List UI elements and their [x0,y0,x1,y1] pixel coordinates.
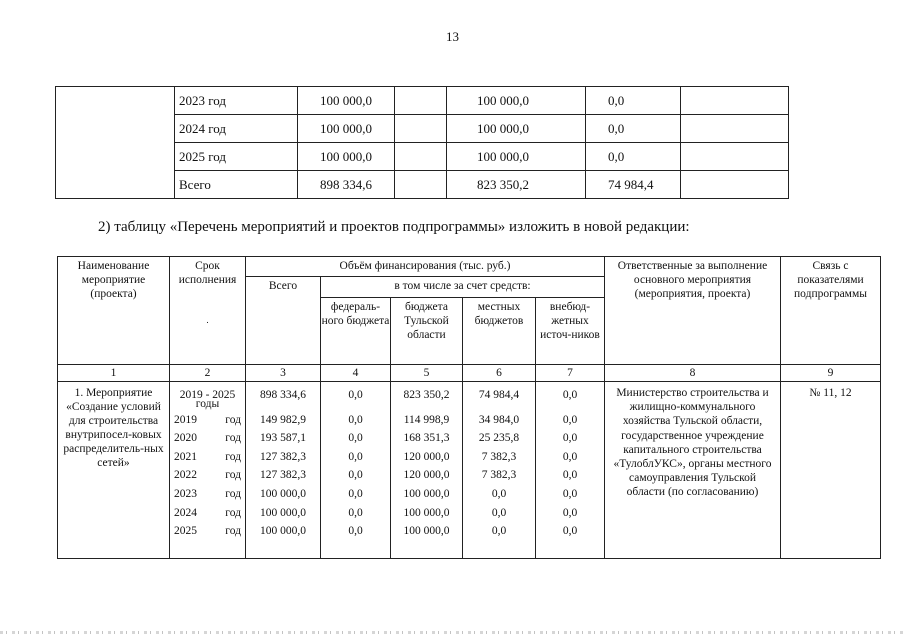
header-term-dot: . [206,315,209,325]
extra-cell [536,382,605,559]
value-regional: 100 000,0 [403,525,450,538]
total-cell: 100 000,0 [298,143,395,171]
header-including: в том числе за счет средств: [321,277,605,298]
year-label [170,448,245,467]
header-indicators: Связь с показателями подпрограммы [781,257,881,365]
column-index: 3 [246,365,321,382]
value-federal: 0,0 [348,506,363,519]
column-index: 2 [170,365,246,382]
column-index: 1 [58,365,170,382]
year-number: 2023 [174,487,197,500]
year-unit: год [225,432,241,445]
value-total: 100 000,0 [260,487,306,500]
local-cell: 0,0 [586,115,681,143]
value-extra: 0,0 [562,487,578,500]
event-name-cell [58,382,170,559]
value-federal: 0,0 [348,413,363,426]
year-number: 2024 [174,506,197,519]
year-label [170,466,245,485]
period-label: 2019 - 2025 [179,389,236,401]
value-local: 0,0 [491,525,507,538]
local-cell: 0,0 [586,87,681,115]
year-number: 2019 [174,413,197,426]
federal-cell [321,382,391,559]
year-unit: год [225,450,241,463]
local-cell [463,382,536,559]
value-extra: 0,0 [562,450,578,463]
value-regional: 120 000,0 [403,469,450,482]
blank-cell [681,87,789,115]
column-index: 6 [463,365,536,382]
blank-cell [681,171,789,199]
year-number: 2025 [174,525,197,538]
indicators-cell [781,382,881,559]
events-table [57,256,881,559]
value-local: 0,0 [491,506,507,519]
local-cell: 74 984,4 [586,171,681,199]
value-federal: 0,0 [348,389,363,401]
column-index: 7 [536,365,605,382]
total-cell: 898 334,6 [298,171,395,199]
blank-first-cell [56,87,175,199]
value-total: 149 982,9 [260,413,306,426]
regional-cell: 100 000,0 [447,87,586,115]
page-number: 13 [446,29,459,44]
header-federal: федераль-ного бюджета [321,298,391,365]
value-regional: 100 000,0 [403,506,450,519]
year-unit: год [225,506,241,519]
year-cell: 2025 год [175,143,298,171]
local-cell: 0,0 [586,143,681,171]
value-total: 898 334,6 [260,389,306,401]
instruction-paragraph: 2) таблицу «Перечень мероприятий и проектов подпрограммы» изложить в новой редакции: [98,219,690,235]
blank-cell [681,143,789,171]
year-number: 2020 [174,432,197,445]
responsible-cell [605,382,781,559]
top-table-row [56,87,789,115]
column-index: 5 [391,365,463,382]
year-cell: Всего [175,171,298,199]
year-unit: год [225,525,241,538]
value-total: 127 382,3 [260,469,306,482]
year-number: 2022 [174,469,197,482]
value-local: 7 382,3 [481,450,517,463]
header-local: местных бюджетов [463,298,536,365]
column-index: 8 [605,365,781,382]
year-label [170,411,245,430]
value-local: 74 984,4 [478,389,520,401]
blank-cell [395,87,447,115]
value-federal: 0,0 [348,469,363,482]
total-cell: 100 000,0 [298,87,395,115]
header-name: Наименование мероприятие (проекта) [58,257,170,365]
year-cell: 2023 год [175,87,298,115]
blank-cell [681,115,789,143]
blank-cell [395,171,447,199]
period-unit: годы [195,397,220,410]
value-federal: 0,0 [348,432,363,445]
value-local: 25 235,8 [478,432,520,445]
value-extra: 0,0 [562,525,578,538]
value-local: 34 984,0 [478,413,520,426]
responsible-text: Министерство строительства и жилищно-коммунального хозяйства Тульской области, государственное учреждение капитального строительства «ТулоблУКС», органы местного самоуправления Тульской области (по согласованию) [613,387,772,499]
value-extra: 0,0 [562,506,578,519]
column-index: 4 [321,365,391,382]
value-regional: 168 351,3 [403,432,450,445]
regional-cell: 100 000,0 [447,115,586,143]
column-index: 9 [781,365,881,382]
header-term: Срок исполнения . [170,257,246,365]
event-name: 1. Мероприятие «Создание условий для строительства внутрипосел-ковых распределитель-ных сетей» [63,387,164,469]
header-funding: Объём финансирования (тыс. руб.) [246,257,605,277]
blank-cell [395,115,447,143]
header-extra: внебюд-жетных источ-ников [536,298,605,365]
regional-cell [391,382,463,559]
value-extra: 0,0 [562,469,578,482]
value-total: 100 000,0 [260,506,306,519]
year-unit: год [225,487,241,500]
year-label [170,504,245,523]
value-regional: 823 350,2 [403,389,450,401]
value-federal: 0,0 [348,450,363,463]
header-regional: бюджета Тульской области [391,298,463,365]
value-federal: 0,0 [348,525,363,538]
value-extra: 0,0 [562,413,578,426]
indicators-text: № 11, 12 [809,387,852,399]
scan-noise-line [0,631,905,634]
total-cell: 100 000,0 [298,115,395,143]
header-total: Всего [246,277,321,365]
value-regional: 100 000,0 [403,487,450,500]
value-regional: 114 998,9 [403,413,450,426]
value-regional: 120 000,0 [403,450,450,463]
year-number: 2021 [174,450,197,463]
regional-cell: 100 000,0 [447,143,586,171]
regional-cell: 823 350,2 [447,171,586,199]
year-label [170,429,245,448]
value-total: 100 000,0 [260,525,306,538]
year-cell: 2024 год [175,115,298,143]
period-cell [170,382,246,559]
year-unit: год [225,413,241,426]
value-local: 7 382,3 [481,469,517,482]
year-unit: год [225,469,241,482]
total-cell [246,382,321,559]
year-label [170,522,245,541]
value-local: 0,0 [491,487,507,500]
value-extra: 0,0 [562,389,578,401]
value-total: 193 587,1 [260,432,306,445]
value-total: 127 382,3 [260,450,306,463]
value-extra: 0,0 [562,432,578,445]
value-federal: 0,0 [348,487,363,500]
blank-cell [395,143,447,171]
top-continuation-table [55,86,789,199]
year-label [170,485,245,504]
header-responsible: Ответственные за выполнение основного мероприятия (мероприятия, проекта) [605,257,781,365]
